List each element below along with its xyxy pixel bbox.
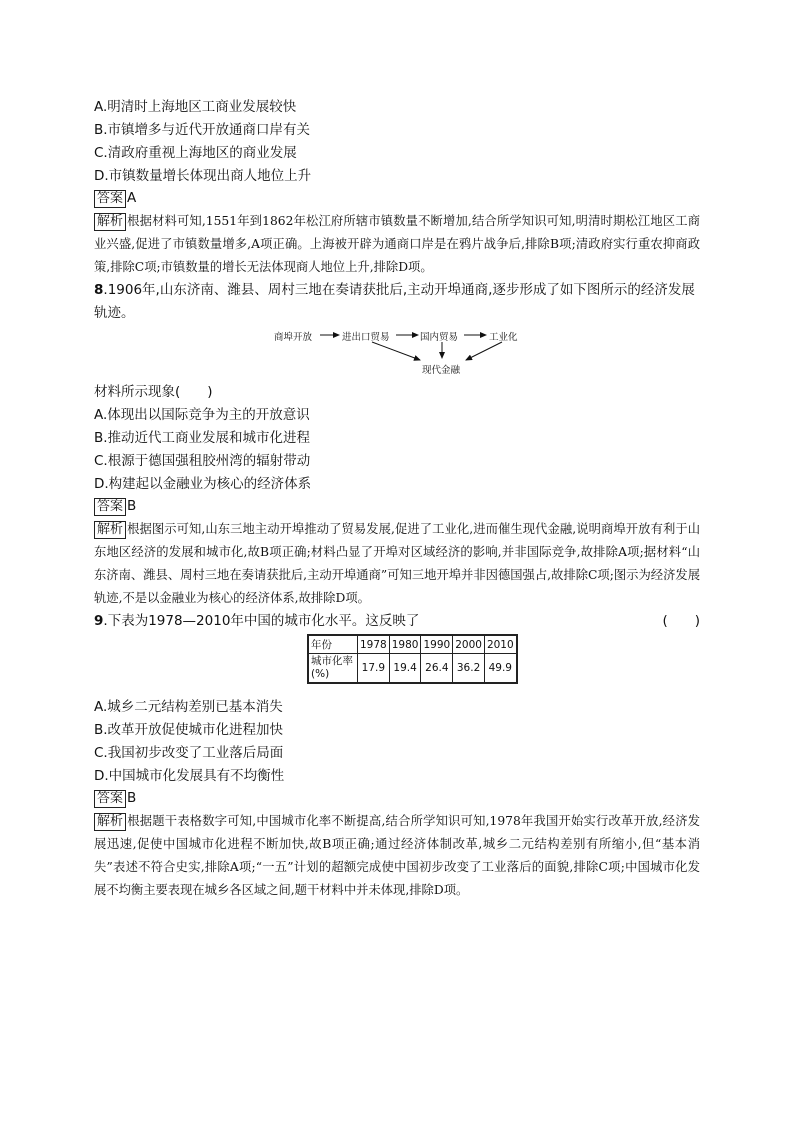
answer-tag: 答案	[94, 790, 126, 808]
table-cell: 2000	[453, 635, 485, 654]
q9-option-b: B.改革开放促使城市化进程加快	[94, 722, 284, 738]
q9-options	[94, 696, 700, 788]
answer-tag: 答案	[94, 498, 126, 516]
table-row	[308, 654, 517, 684]
table-row	[308, 635, 517, 654]
question-number: 8	[94, 282, 104, 298]
table-header-rate: 城市化率(%)	[308, 654, 358, 684]
flow-node-port-opening: 商埠开放	[274, 332, 313, 343]
analysis-text: 根据材料可知,1551年到1862年松江府所辖市镇数量不断增加,结合所学知识可知,明清时期松江地区工商业兴盛,促进了市镇数量增多,A项正确。上海被开辟为通商口岸是在鸦片战争后,排除B项;清政府实行重农抑商政策,排除C项;市镇数量的增长无法体现商人地位上升,排除D项。	[94, 214, 700, 274]
analysis-text: 根据图示可知,山东三地主动开埠推动了贸易发展,促进了工业化,进而催生现代金融,说明商埠开放有利于山东地区经济的发展和城市化,故B项正确;材料凸显了开埠对区域经济的影响,并非国际竞争,故排除A项;据材料“山东济南、潍县、周村三地在奏请获批后,主动开埠通商”可知三地开埠并非因德国强占,故排除C项;图示为经济发展轨迹,不是以金融业为核心的经济体系,故排除D项。	[94, 522, 700, 605]
table-cell: 1980	[389, 635, 421, 654]
q8-option-c: C.根源于德国强租胶州湾的辐射带动	[94, 453, 311, 469]
analysis-text: 根据题干表格数字可知,中国城市化率不断提高,结合所学知识可知,1978年我国开始实行改革开放,经济发展迅速,促使中国城市化进程不断加快,故B项正确;通过经济体制改革,城乡二元结构差别有所缩小,但“基本消失”表述不符合史实,排除A项;“一五”计划的超额完成使中国初步改变了工业落后的面貌,排除C项;中国城市化发展不均衡主要表现在城乡各区域之间,题干材料中并未体现,排除D项。	[94, 814, 700, 897]
q9-stem	[94, 610, 700, 633]
q8-answer	[94, 496, 700, 518]
q9-answer	[94, 788, 700, 810]
q8-stem	[94, 279, 700, 325]
q9-analysis	[94, 810, 700, 902]
q7-answer	[94, 188, 700, 210]
question-number: 9	[94, 613, 104, 629]
table-cell: 17.9	[358, 654, 390, 684]
q7-option-d: D.市镇数量增长体现出商人地位上升	[94, 168, 312, 184]
table-cell: 19.4	[389, 654, 421, 684]
q7-option-b: B.市镇增多与近代开放通商口岸有关	[94, 122, 311, 138]
q7-options	[94, 96, 700, 188]
answer-value: B	[127, 790, 137, 806]
q8-flow-diagram	[94, 327, 700, 375]
q8-option-d: D.构建起以金融业为核心的经济体系	[94, 476, 312, 492]
q9-option-d: D.中国城市化发展具有不均衡性	[94, 768, 285, 784]
q8-options	[94, 404, 700, 496]
flow-node-import-export: 进出口贸易	[342, 332, 390, 343]
analysis-tag: 解析	[94, 213, 126, 231]
question-text: .1906年,山东济南、潍县、周村三地在奏请获批后,主动开埠通商,逐步形成了如下图所示的经济发展轨迹。	[94, 282, 695, 321]
table-cell: 26.4	[421, 654, 453, 684]
table-cell: 36.2	[453, 654, 485, 684]
answer-tag: 答案	[94, 190, 126, 208]
flow-arrows	[94, 327, 700, 375]
q9-option-c: C.我国初步改变了工业落后局面	[94, 745, 284, 761]
answer-value: A	[127, 190, 137, 206]
table-cell: 49.9	[484, 654, 516, 684]
flow-node-domestic-trade: 国内贸易	[420, 332, 459, 343]
question-text: .下表为1978—2010年中国的城市化水平。这反映了	[103, 613, 420, 629]
urbanization-table	[307, 634, 518, 684]
q8-analysis	[94, 518, 700, 610]
q7-analysis	[94, 210, 700, 279]
answer-paren: ( )	[662, 613, 700, 629]
flow-node-modern-finance: 现代金融	[422, 365, 461, 376]
document-page	[94, 96, 700, 902]
table-cell: 1978	[358, 635, 390, 654]
table-cell: 2010	[484, 635, 516, 654]
flow-node-industrialization: 工业化	[489, 332, 518, 343]
table-header-year: 年份	[308, 635, 358, 654]
answer-value: B	[127, 498, 137, 514]
q8-lead: 材料所示现象( )	[94, 384, 213, 400]
analysis-tag: 解析	[94, 813, 126, 831]
q9-option-a: A.城乡二元结构差别已基本消失	[94, 699, 283, 715]
q7-option-c: C.清政府重视上海地区的商业发展	[94, 145, 297, 161]
q8-option-b: B.推动近代工商业发展和城市化进程	[94, 430, 311, 446]
analysis-tag: 解析	[94, 521, 126, 539]
table-cell: 1990	[421, 635, 453, 654]
q7-option-a: A.明清时上海地区工商业发展较快	[94, 99, 297, 115]
q8-option-a: A.体现出以国际竞争为主的开放意识	[94, 407, 310, 423]
